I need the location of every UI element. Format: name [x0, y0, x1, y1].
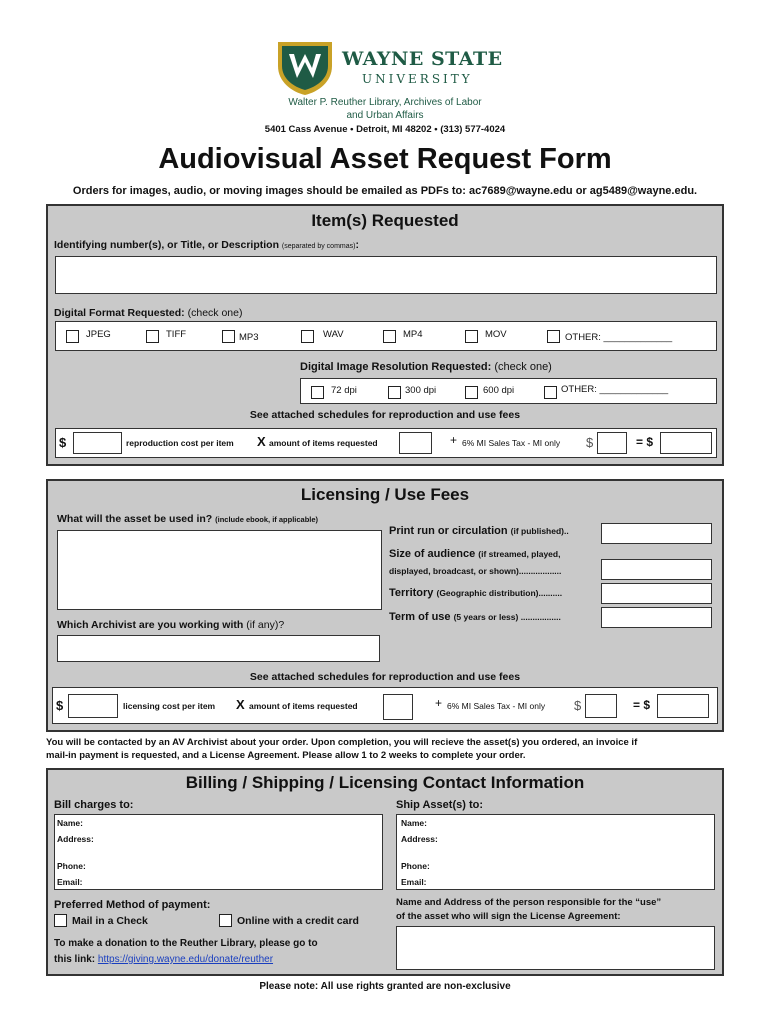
- repro-total-input[interactable]: [660, 432, 712, 454]
- logo-wordmark: WAYNE STATE: [342, 48, 503, 70]
- payment-label: Preferred Method of payment:: [54, 899, 211, 911]
- id-label: [54, 239, 359, 251]
- repro-schedule-note: See attached schedules for reproduction and use fees: [249, 409, 521, 421]
- ship-email-label: Email:: [401, 877, 427, 887]
- res-72-checkbox[interactable]: [311, 386, 324, 399]
- tiff-label: TIFF: [166, 329, 187, 340]
- print-run-text: Print run or circulation: [389, 525, 508, 537]
- pay-mail-checkbox[interactable]: [54, 914, 67, 927]
- responsible-line1: Name and Address of the person responsible for the “use”: [396, 897, 662, 908]
- license-amount-input[interactable]: [383, 694, 413, 720]
- pay-online-checkbox[interactable]: [219, 914, 232, 927]
- responsible-line2: of the asset who will sign the License Agreement:: [396, 911, 621, 922]
- audience-note1: (if streamed, played,: [478, 549, 561, 559]
- license-cost-row: [52, 687, 718, 724]
- resolution-label-note: (check one): [494, 361, 552, 373]
- use-label-note: (include ebook, if applicable): [215, 515, 319, 524]
- term-input[interactable]: [601, 607, 712, 628]
- use-label: [57, 513, 318, 525]
- logo-subword: UNIVERSITY: [362, 72, 473, 86]
- page-title: Audiovisual Asset Request Form: [158, 143, 612, 175]
- bill-email-label: Email:: [57, 877, 83, 887]
- donation-link[interactable]: https://giving.wayne.edu/donate/reuther: [97, 954, 274, 965]
- license-cost-text: licensing cost per item: [123, 701, 216, 711]
- mp4-label: MP4: [403, 329, 423, 340]
- repro-cost-row: [55, 428, 717, 458]
- licensing-heading: Licensing / Use Fees: [300, 485, 470, 504]
- license-schedule-note: See attached schedules for reproduction and use fees: [249, 671, 521, 683]
- archivist-input[interactable]: [57, 635, 380, 662]
- identifier-input[interactable]: [55, 256, 717, 294]
- repro-tax-input[interactable]: [597, 432, 627, 454]
- format-label-note: (check one): [187, 307, 243, 319]
- other-format-label: OTHER: _____________: [565, 332, 673, 343]
- repro-equals: = $: [636, 435, 654, 449]
- wav-label: WAV: [323, 329, 344, 340]
- res-300-checkbox[interactable]: [388, 386, 401, 399]
- bill-label: Bill charges to:: [54, 799, 134, 811]
- repro-cost-input[interactable]: [73, 432, 122, 454]
- term-text: Term of use: [389, 611, 451, 623]
- bill-phone-label: Phone:: [57, 861, 86, 871]
- ship-address-label: Address:: [401, 834, 438, 844]
- mp4-checkbox[interactable]: [383, 330, 396, 343]
- library-name-line1: Walter P. Reuther Library, Archives of Labor: [288, 97, 482, 108]
- repro-amount-text: amount of items requested: [269, 438, 378, 448]
- term-label: [389, 611, 561, 623]
- license-dollar-sign: $: [56, 698, 64, 713]
- resolution-options-box: [300, 378, 717, 404]
- print-run-note: (if published)..: [510, 526, 569, 536]
- resolution-label-text: Digital Image Resolution Requested:: [300, 361, 492, 373]
- responsible-input[interactable]: [396, 926, 715, 970]
- donation-line2: [54, 954, 273, 965]
- mov-label: MOV: [485, 329, 507, 340]
- wav-checkbox[interactable]: [301, 330, 314, 343]
- archivist-text: Which Archivist are you working with: [57, 619, 244, 631]
- library-address: 5401 Cass Avenue • Detroit, MI 48202 • (313) 577-4024: [264, 124, 506, 135]
- mov-checkbox[interactable]: [465, 330, 478, 343]
- tiff-checkbox[interactable]: [146, 330, 159, 343]
- ship-name-label: Name:: [401, 818, 427, 828]
- bill-name-label: Name:: [57, 818, 83, 828]
- res-600-label: 600 dpi: [483, 385, 515, 396]
- audience-label: [389, 548, 560, 560]
- ship-label: Ship Asset(s) to:: [396, 799, 483, 811]
- pay-mail-label: Mail in a Check: [72, 915, 148, 927]
- mp3-label: MP3: [239, 332, 259, 343]
- format-label-text: Digital Format Requested:: [54, 307, 185, 319]
- repro-dollar-sign: $: [59, 435, 67, 450]
- id-label-text: Identifying number(s), or Title, or Description: [54, 239, 279, 251]
- license-plus: +: [435, 696, 443, 710]
- bill-address-label: Address:: [57, 834, 94, 844]
- repro-times: X: [257, 434, 266, 449]
- ship-phone-label: Phone:: [401, 861, 430, 871]
- res-300-label: 300 dpi: [405, 385, 437, 396]
- notice-line1: You will be contacted by an AV Archivist about your order. Upon completion, you will recieve the asset(s) you ordered, an invoice if: [46, 737, 638, 748]
- archivist-note: (if any)?: [246, 619, 285, 631]
- notice-line2: mail-in payment is requested, and a License Agreement. Please allow 1 to 2 weeks to complete your order.: [46, 750, 526, 761]
- pay-online-label: Online with a credit card: [237, 915, 359, 927]
- ship-to-box[interactable]: [396, 814, 715, 890]
- audience-text: Size of audience: [389, 548, 476, 560]
- license-cost-input[interactable]: [68, 694, 118, 718]
- territory-input[interactable]: [601, 583, 712, 604]
- territory-label: [389, 587, 562, 599]
- bill-to-box[interactable]: [54, 814, 383, 890]
- footer-note: Please note: All use rights granted are non-exclusive: [259, 981, 511, 992]
- intro-text: Orders for images, audio, or moving images should be emailed as PDFs to: ac7689@wayne.edu or ag5489@wayne.edu.: [72, 185, 698, 197]
- license-equals: = $: [633, 698, 651, 712]
- audience-input[interactable]: [601, 559, 712, 580]
- use-input[interactable]: [57, 530, 382, 610]
- repro-tax-text: 6% MI Sales Tax - MI only: [462, 438, 561, 448]
- jpeg-checkbox[interactable]: [66, 330, 79, 343]
- jpeg-label: JPEG: [86, 329, 111, 340]
- license-amount-text: amount of items requested: [249, 701, 358, 711]
- license-tax-text: 6% MI Sales Tax - MI only: [447, 701, 546, 711]
- id-label-note: (separated by commas): [281, 243, 356, 250]
- res-72-label: 72 dpi: [331, 385, 357, 396]
- other-format-checkbox[interactable]: [547, 330, 560, 343]
- license-tax-input[interactable]: [585, 694, 617, 718]
- use-label-text: What will the asset be used in?: [57, 513, 213, 525]
- resolution-label: [300, 361, 552, 373]
- repro-plus: +: [450, 433, 458, 447]
- res-600-checkbox[interactable]: [465, 386, 478, 399]
- shield-logo-icon: [276, 40, 334, 96]
- billing-panel: [46, 768, 724, 976]
- archivist-label: [57, 619, 284, 631]
- id-label-colon: :: [355, 239, 359, 251]
- format-label: [54, 307, 242, 319]
- donation-line1: To make a donation to the Reuther Library, please go to: [54, 938, 318, 949]
- audience-note-line2: displayed, broadcast, or shown)..................: [389, 566, 562, 576]
- license-tax-dollar: $: [574, 698, 582, 713]
- territory-text: Territory: [389, 587, 434, 599]
- licensing-panel: [46, 479, 724, 732]
- license-total-input[interactable]: [657, 694, 709, 718]
- university-logo: [276, 40, 506, 96]
- res-other-checkbox[interactable]: [544, 386, 557, 399]
- items-panel: [46, 204, 724, 466]
- mp3-checkbox[interactable]: [222, 330, 235, 343]
- term-note: (5 years or less) .................: [453, 612, 561, 622]
- repro-tax-dollar: $: [586, 435, 594, 450]
- license-times: X: [236, 697, 245, 712]
- territory-note: (Geographic distribution)..........: [436, 588, 563, 598]
- billing-heading: Billing / Shipping / Licensing Contact Information: [185, 773, 585, 792]
- repro-amount-input[interactable]: [399, 432, 432, 454]
- items-heading: Item(s) Requested: [311, 211, 459, 230]
- format-options-box: [55, 321, 717, 351]
- res-other-label: OTHER: _____________: [561, 384, 669, 395]
- print-run-label: [389, 525, 569, 537]
- library-name-line2: and Urban Affairs: [346, 110, 424, 121]
- donation-prefix: this link:: [54, 954, 96, 965]
- repro-cost-text: reproduction cost per item: [126, 438, 234, 448]
- print-run-input[interactable]: [601, 523, 712, 544]
